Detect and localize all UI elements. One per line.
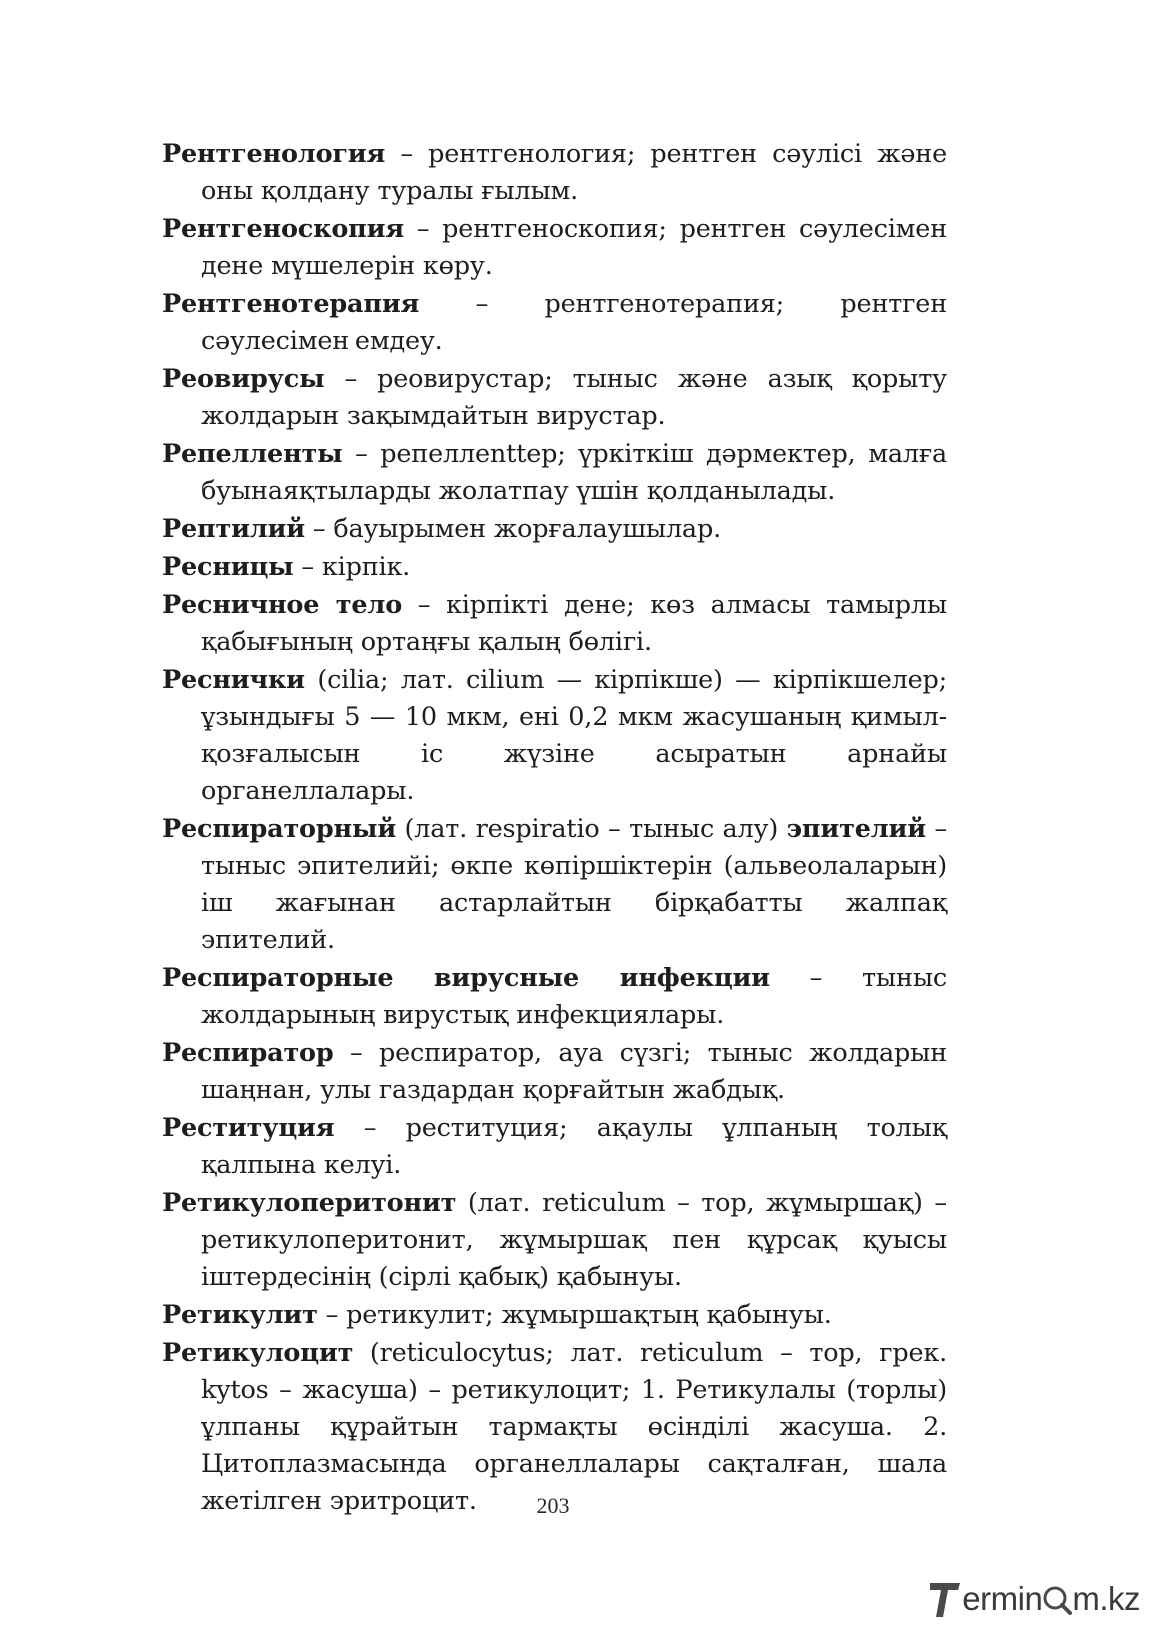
entry-definition: (cilia; лат. cilium — кірпікше) — кірпікшелер; ұзындығы 5 — 10 мкм, ені 0,2 мкм жасушаның қимыл-қозғалысын іс жүзіне асыратын арнайы органеллалары. [201,665,947,806]
entry-term: Ретикулоперитонит [162,1188,457,1218]
entry-definition: – кірпікті дене; көз алмасы тамырлы қабығының ортаңғы қалың бөлігі. [201,590,947,657]
entry-term: Репелленты [162,439,343,469]
entry-term-secondary: эпителий [786,814,926,844]
entry-term: Реснички [162,665,305,695]
entry-term: Респиратор [162,1038,334,1068]
entry-term: Рептилий [162,514,305,544]
entry-rentgenoskopiya [162,211,947,285]
entry-term: Рентгенотерапия [162,289,420,319]
dictionary-entries [162,136,947,1521]
entry-term: Ретикулит [162,1300,318,1330]
entry-respiratornye-infektsii [162,960,947,1034]
entry-definition: – тыныс жолдарының вирустық инфекциялары. [201,963,947,1030]
entry-definition: – ретикулит; жұмыршақтың қабынуы. [317,1300,832,1330]
entry-definition-secondary: – тыныс эпителийі; өкпе көпіршіктерін (альвеолаларын) іш жағынан астарлайтын бірқабатты жалпақ эпителий. [201,814,947,955]
entry-respirator [162,1035,947,1109]
entry-definition: – реституция; ақаулы ұлпаның толық қалпына келуі. [201,1113,947,1180]
entry-definition: – рентгенотерапия; рентген сәулесімен емдеу. [201,289,947,356]
entry-term: Реовирусы [162,364,325,394]
entry-term: Реституция [162,1113,335,1143]
entry-restitutsiya [162,1110,947,1184]
entry-term: Рентгеноскопия [162,214,404,244]
entry-reptiliy [162,511,947,548]
watermark-suffix: m.kz [1072,1580,1140,1617]
entry-term: Рентгенология [162,139,386,169]
entry-resnitsy [162,549,947,586]
entry-definition: – репеллenttер; үркіткіш дәрмектер, малға буынаяқтыларды жолатпау үшін қолданылады. [201,439,947,506]
entry-term: Ресничное тело [162,590,403,620]
entry-definition: – реовирустар; тыныс және азық қорыту жолдарын зақымдайтын вирустар. [201,364,947,431]
entry-term: Респираторный [162,814,397,844]
entry-retikuloperitonit [162,1185,947,1296]
entry-repellenty [162,436,947,510]
entry-definition: – кірпік. [293,552,411,582]
entry-definition: – рентгенология; рентген сәулісі және оны қолдану туралы ғылым. [201,139,947,206]
entry-rentgenologiya [162,136,947,210]
entry-definition: (лат. reticulum – тор, жұмыршақ) – ретикулоперитонит, жұмыршақ пен құрсақ қуысы іштердесінің (сірлі қабық) қабынуы. [201,1188,947,1292]
entry-reovirusy [162,361,947,435]
site-watermark [928,1575,1140,1623]
entry-retikulit [162,1297,947,1334]
page-number: 203 [536,1493,570,1518]
watermark-prefix: ermin [962,1580,1043,1617]
entry-definition: (лат. respiratio – тыныс алу) [396,814,787,844]
entry-term: Ресницы [162,552,294,582]
entry-definition: (reticulocytus; лат. reticulum – тор, грек. kytos – жасуша) – ретикулоцит; 1. Ретикулалы (торлы) ұлпаны құрайтын тармақты өсінділі жасуша. 2. Цитоплазмасында органеллалары сақталған, шала жетілген эритроцит. [201,1338,947,1516]
entry-resnichnoe-telo [162,587,947,661]
entry-definition: – рентгеноскопия; рентген сәулесімен дене мүшелерін көру. [201,214,947,281]
entry-resnichki [162,662,947,810]
entry-term: Ретикулоцит [162,1338,354,1368]
magnifier-icon [1042,1582,1072,1616]
entry-definition: – бауырымен жорғалаушылар. [304,514,721,544]
t-logo-icon [928,1579,962,1619]
entry-respiratornyy-epiteliy [162,811,947,959]
entry-rentgenoterapiya [162,286,947,360]
entry-definition: – респиратор, ауа сүзгі; тыныс жолдарын шаңнан, улы газдардан қорғайтын жабдық. [201,1038,947,1105]
entry-term: Респираторные вирусные инфекции [162,963,770,993]
